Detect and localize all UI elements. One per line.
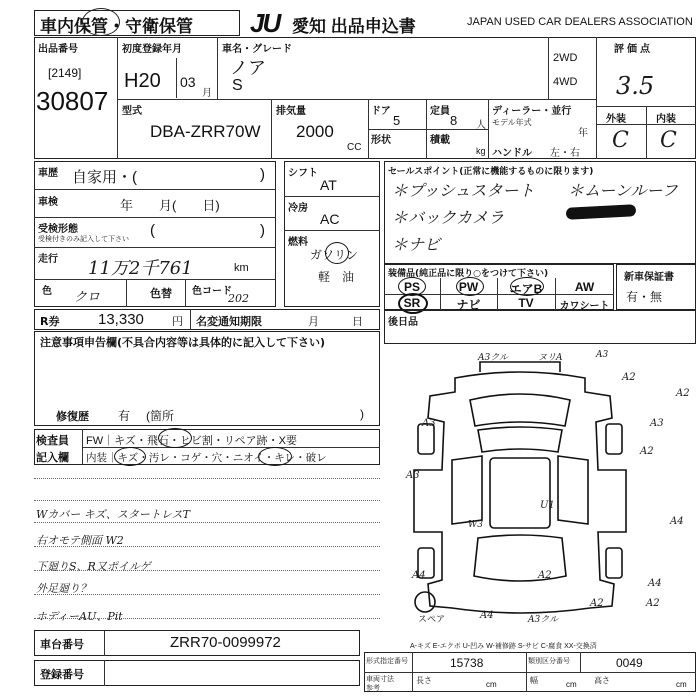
drive-4wd: 4WD [553,76,578,88]
shift-value: AT [320,177,337,193]
handwritten-note-5: ホディーAU、Pit [36,610,123,623]
inspection-label: 車検 [38,197,58,208]
equip-ps: PS [403,280,420,294]
inspection-value: 年 月( 日) [120,198,220,213]
type-designation-label: 形式指定番号 [366,657,408,665]
height-label: 高さ [594,676,610,685]
capacity-label: 定員 [430,106,450,117]
load-label: 積載 [430,135,450,146]
fitted-label: 後日品 [388,317,418,328]
first-reg-label: 初度登録年月 [122,44,182,55]
category-value: 0049 [616,656,643,670]
chassis-label: 車台番号 [40,638,84,651]
chassis-value: ZRR70-0099972 [170,634,281,651]
mark-front-right-a2: A2 [622,372,636,383]
receive-sub: 受検付きのみ記入して下さい [38,235,129,243]
size-label: 車両寸法 [366,675,394,683]
mark-left-w3: W3 [468,520,483,530]
color-change-label: 色替 [150,287,172,300]
storage-label: 車内保管・守衛保管 [40,17,193,36]
repair-label: 修復歴 [56,410,89,423]
handwritten-note-2: 右オモテ側面 W2 [36,534,124,547]
receive-label: 受検形態 [38,224,78,235]
spare-label: スペア [418,614,446,624]
fuel-gasoline: ガソリン [310,248,359,262]
displacement-label: 排気量 [276,106,306,117]
listing-number: 30807 [36,86,109,116]
sales-point-3: ＊バックカメラ [392,208,505,227]
color-label: 色 [42,286,52,297]
color-code-value: 202 [228,292,249,305]
mark-right-a3: A3 [650,418,664,429]
warranty-label: 新車保証書 [624,272,674,283]
recycle-unit: 円 [172,316,183,328]
equip-navi: ナビ [456,298,481,312]
equip-airbag: エアB [509,282,543,296]
mark-roof-u1: U1 [540,500,555,511]
repair-value: 有 [118,409,131,423]
sales-point-1: ＊プッシュスタート [392,181,535,200]
inspector-label-1: 検査員 [36,434,69,447]
receive-paren-open: ( [150,222,155,239]
interior-grade: C [660,128,677,153]
model-value: DBA-ZRR70W [150,122,261,141]
deadline-unit: 月 日 [308,316,363,328]
sales-points-title: セールスポイント(正常に機能するものに限ります) [388,167,594,177]
doors-value: 5 [393,113,401,128]
sales-point-4: ＊ナビ [392,235,441,254]
mark-rear-a2: A2 [538,570,552,581]
deadline-label: 名変通知期限 [196,315,262,328]
category-label: 類別区分番号 [528,657,570,665]
ac-label: 冷房 [288,203,308,214]
mark-right-front-a2: A2 [676,388,690,399]
handwritten-note-3: 下廻りS、R又ポイルゲ [36,560,151,573]
height-unit: cm [676,680,687,689]
recycle-label: R券 [40,315,60,328]
repair-close: ) [360,407,364,421]
width-unit: cm [566,680,577,689]
color-code-label: 色コード [192,286,232,297]
warranty-value: 有・無 [626,290,663,304]
mark-left-a3: A3 [406,470,420,481]
reg-month-unit: 月 [202,88,212,99]
car-grade: S [232,77,243,94]
displacement-unit: CC [347,142,362,153]
mark-right-a2: A2 [640,446,654,457]
equip-tv: TV [518,296,534,310]
handwritten-note-4: 外足廻り？ [36,582,91,595]
color-value: クロ [74,290,101,305]
interior-label: 内装 [656,114,676,125]
shape-label: 形状 [371,135,391,146]
sales-point-2: ＊ムーンルーフ [568,181,678,200]
mark-rear-left-a4: A4 [480,610,494,621]
model-year-label: モデル年式 [492,118,532,127]
shift-label: シフト [288,168,318,179]
mark-rear-a3-kuru: A3クル [528,615,558,625]
mark-rear-right-a2: A2 [646,598,660,609]
car-name-label: 車名・グレード [222,44,292,55]
width-label: 幅 [530,676,538,685]
handle-label: ハンドル [492,148,532,159]
mark-front-nuri: ヌリA [538,353,563,363]
recycle-amount: 13,330 [98,311,144,328]
equipment-title: 装備品(純正品に限り○をつけて下さい) [388,269,549,279]
ju-logo: JU [250,8,280,38]
equip-aw: AW [574,280,595,294]
load-unit: kg [476,146,486,156]
history-close: ) [260,166,265,183]
notes-title: 注意事項申告欄(不具合内容等は具体的に記入して下さい) [40,336,326,349]
inspector-label-2: 記入欄 [36,451,69,464]
history-label: 車歴 [38,168,58,179]
fuel-diesel: 軽 油 [318,270,355,284]
mark-right-a4: A4 [670,516,684,527]
listing-number-label: 出品番号 [38,44,78,55]
doors-label: ドア [371,106,391,117]
length-label: 長さ [416,676,432,685]
score-value: 3.5 [616,72,655,100]
handwritten-note-1: Wカバー キズ、スタートレスT [36,508,190,521]
mark-left-rear-a4: A4 [412,570,426,581]
equip-pw: PW [458,280,479,294]
org-title: 愛知 出品申込書 [292,17,416,36]
inspector-interior-row: 内装｜キズ・汚レ・コゲ・穴・ニオイ・キレ・破レ [86,452,327,464]
mileage-unit: km [234,262,249,274]
era-year: H20 [124,70,161,92]
diagram-legend: A-キズ E-エクボ U-凹み W-補修跡 S-サビ C-腐食 XX-交換済 [410,643,597,650]
registration-label: 登録番号 [40,668,84,681]
repair-place: (箇所 [146,409,174,423]
length-unit: cm [486,680,497,689]
mileage-label: 走行 [38,254,58,265]
reference-label: 参考 [366,684,380,692]
drive-2wd: 2WD [553,52,578,64]
model-label: 型式 [122,106,142,117]
mileage-value: 11万2千761 [88,258,193,279]
displacement-value: 2000 [296,122,334,141]
history-value: 自家用・( [72,169,137,186]
type-designation-value: 15738 [450,656,484,670]
dealer-label: ディーラー・並行 [492,106,572,117]
mark-front-a3-kuru: A3クル [478,353,508,363]
mark-right-rear-a2: A4 [648,578,662,589]
reg-month: 03 [180,74,196,90]
exterior-label: 外装 [606,114,626,125]
ac-value: AC [320,211,340,227]
fuel-label: 燃料 [288,237,308,248]
mark-left-a3-upper: A3 [422,418,436,429]
score-label: 評価点 [614,44,653,55]
org-english: JAPAN USED CAR DEALERS ASSOCIATION [467,16,693,28]
listing-number-sub: [2149] [48,66,82,80]
model-year-unit: 年 [578,128,588,139]
mark-front-a3: A3 [596,350,609,360]
car-name: ノア [230,58,266,78]
capacity-unit: 人 [476,120,486,131]
inspector-fw-row: FW｜キズ・飛石・ヒビ割・リペア跡・X要 [86,435,297,447]
equip-leather-seat: カワシート [559,301,610,312]
capacity-value: 8 [450,113,458,128]
receive-paren-close: ) [260,222,265,239]
exterior-grade: C [612,128,629,153]
mark-bumper-a2: A2 [590,598,604,609]
equip-sr: SR [403,296,421,310]
handle-value: 左・右 [550,148,580,159]
